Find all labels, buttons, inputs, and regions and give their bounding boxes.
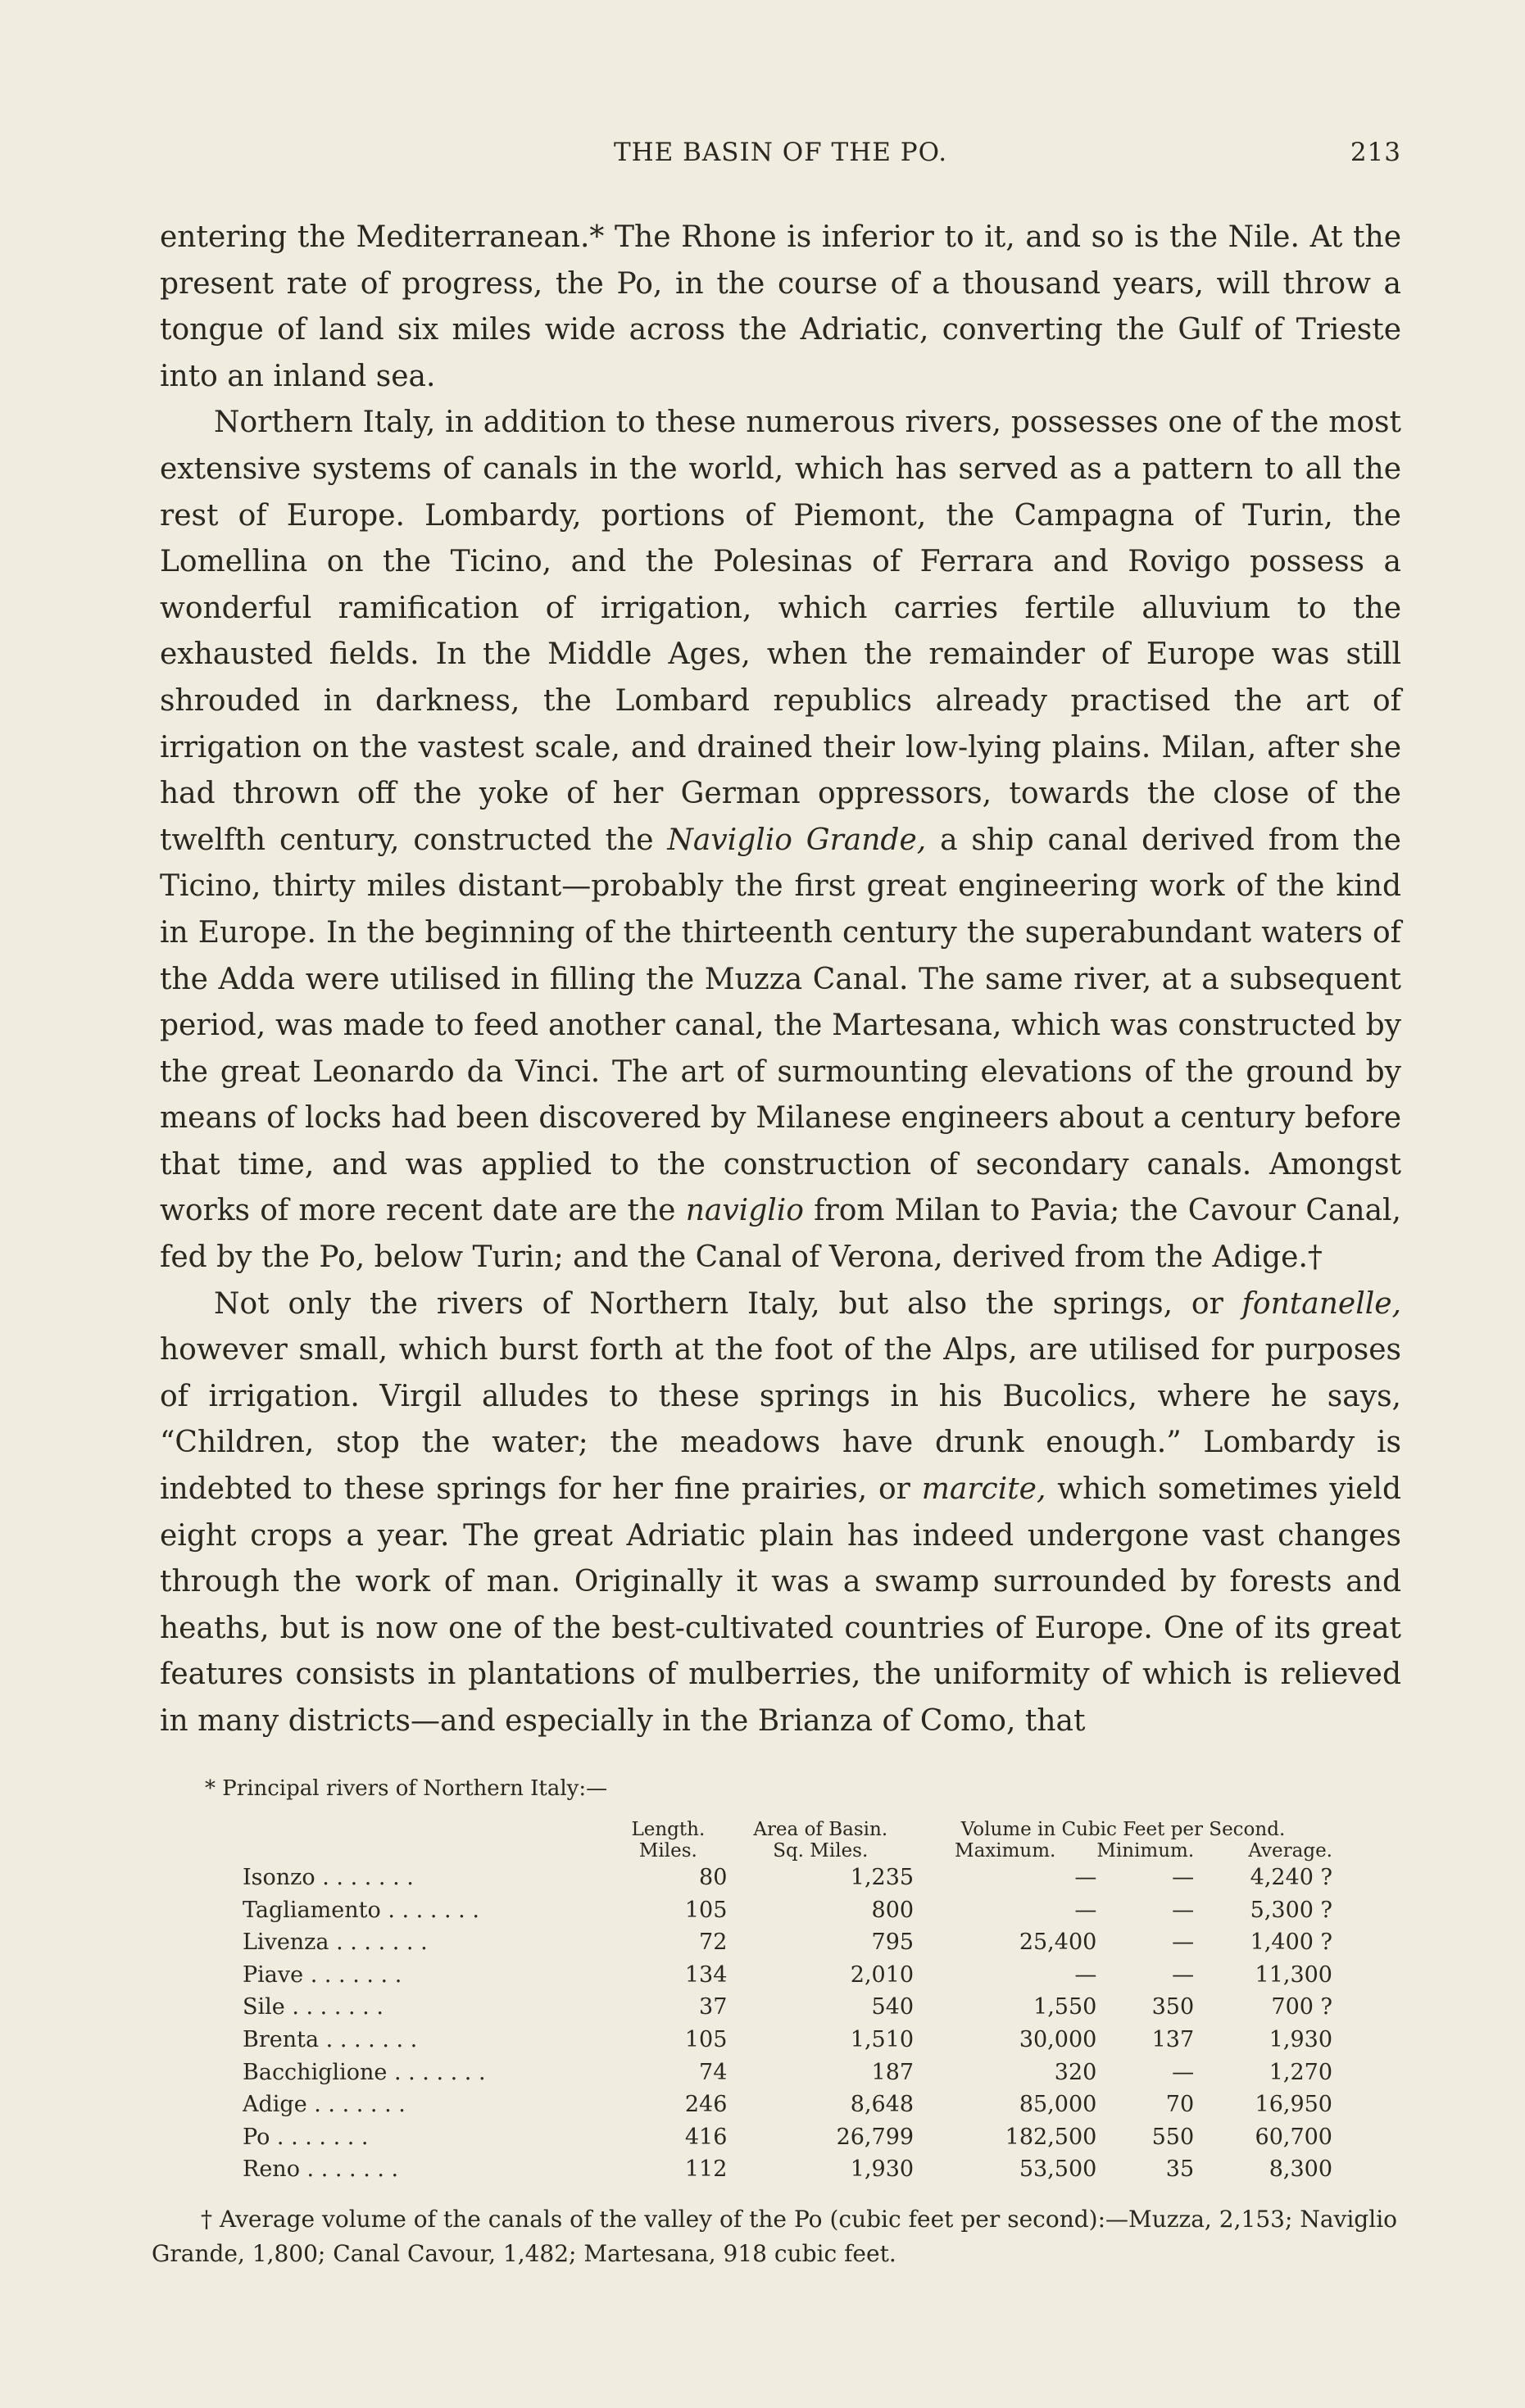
length-cell: 74 bbox=[699, 2059, 728, 2085]
avg-volume-cell: 5,300 ? bbox=[1250, 1897, 1332, 1923]
river-name: Tagliamento bbox=[243, 1897, 381, 1923]
dot-leader: . . . . . . . bbox=[270, 2124, 369, 2150]
table-row bbox=[243, 1862, 1332, 1894]
max-volume-cell: 320 bbox=[1054, 2059, 1097, 2085]
table-row bbox=[243, 1991, 1332, 2024]
river-name-cell bbox=[243, 2153, 609, 2186]
dot-leader: . . . . . . . bbox=[329, 1930, 428, 1956]
length-cell: 72 bbox=[699, 1930, 728, 1956]
table-header-row bbox=[243, 1819, 1332, 1840]
river-name-cell bbox=[243, 2024, 609, 2057]
area-cell: 1,510 bbox=[850, 2026, 915, 2052]
length-cell: 416 bbox=[684, 2124, 728, 2150]
volume-header: Volume in Cubic Feet per Second. bbox=[960, 1819, 1286, 1840]
min-volume-cell: 35 bbox=[1165, 2156, 1195, 2183]
text-run: which sometimes yield eight crops a year. The great Adriatic plain has indeed undergone vast changes through the work of man. Originally it was a swamp surrounded by forests and heaths, but is now one of the best-cultivated countries of Europe. One of its great features consists in plantations of mulberries, the uniformity of which is relieved in many districts—and especially in the Brianza of Como, that bbox=[160, 1472, 1401, 1738]
length-header-line1: Length. bbox=[631, 1819, 706, 1840]
length-cell: 112 bbox=[684, 2156, 728, 2183]
min-volume-cell: 70 bbox=[1165, 2092, 1195, 2118]
max-volume-cell: — bbox=[1074, 1865, 1097, 1890]
max-volume-cell: 1,550 bbox=[1033, 1994, 1097, 2020]
river-name-header bbox=[243, 1819, 609, 1862]
max-volume-cell: — bbox=[1074, 1897, 1097, 1923]
river-name-cell bbox=[243, 2121, 609, 2154]
footnote-table-title: * Principal rivers of Northern Italy:— bbox=[205, 1776, 608, 1801]
area-cell: 540 bbox=[871, 1994, 915, 2020]
river-name-cell bbox=[243, 1862, 609, 1894]
area-cell: 1,235 bbox=[850, 1865, 915, 1890]
min-volume-cell: — bbox=[1172, 1930, 1195, 1956]
river-name-cell bbox=[243, 1926, 609, 1959]
avg-volume-cell: 4,240 ? bbox=[1250, 1865, 1332, 1890]
river-name: Isonzo bbox=[243, 1865, 315, 1890]
area-header-line1: Area of Basin. bbox=[753, 1819, 888, 1840]
body-paragraph bbox=[160, 400, 1401, 1281]
rivers-table bbox=[243, 1819, 1332, 2186]
area-cell: 8,648 bbox=[850, 2092, 915, 2118]
italic-term: marcite, bbox=[921, 1472, 1046, 1507]
table-row bbox=[243, 2088, 1332, 2121]
average-header: Average. bbox=[1248, 1840, 1332, 1862]
area-cell: 26,799 bbox=[836, 2124, 915, 2150]
min-volume-cell: 137 bbox=[1151, 2026, 1195, 2052]
river-name: Reno bbox=[243, 2156, 300, 2183]
min-volume-cell: — bbox=[1172, 1865, 1195, 1890]
body-paragraph bbox=[160, 215, 1401, 400]
max-volume-cell: — bbox=[1074, 1961, 1097, 1988]
avg-volume-cell: 8,300 bbox=[1269, 2156, 1332, 2183]
text-run: entering the Mediterranean.* The Rhone is inferior to it, and so is the Nile. At the present rate of progress, the Po, in the course of a thousand years, will throw a tongue of land six miles wide across the Adriatic, converting the Gulf of Trieste into an inland sea. bbox=[160, 220, 1401, 393]
length-cell: 246 bbox=[684, 2092, 728, 2118]
area-cell: 1,930 bbox=[850, 2156, 915, 2183]
text-run: Northern Italy, in addition to these numerous rivers, possesses one of the most extensive systems of canals in the world, which has served as a pattern to all the rest of Europe. Lombardy, portions of Piemont, the Campagna of Turin, the Lomellina on the Ticino, and the Polesinas of Ferrara and Rovigo possess a wonderful ramification of irrigation, which carries fertile alluvium to the exhausted fields. In the Middle Ages, when the remainder of Europe was still shrouded in darkness, the Lombard republics already practised the art of irrigation on the vastest scale, and drained their low-lying plains. Milan, after she had thrown off the yoke of her German oppressors, towards the close of the twelfth century, constructed the bbox=[160, 406, 1401, 857]
river-name-cell bbox=[243, 2088, 609, 2121]
length-cell: 37 bbox=[699, 1994, 728, 2020]
max-volume-cell: 182,500 bbox=[1005, 2124, 1097, 2150]
dot-leader: . . . . . . . bbox=[319, 2026, 418, 2052]
dot-leader: . . . . . . . bbox=[299, 2156, 399, 2183]
dot-leader: . . . . . . . bbox=[284, 1994, 384, 2020]
table-row bbox=[243, 1959, 1332, 1992]
river-name: Bacchiglione bbox=[243, 2059, 388, 2085]
river-name: Brenta bbox=[243, 2026, 320, 2052]
text-run: Not only the rivers of Northern Italy, but also the springs, or bbox=[214, 1286, 1242, 1321]
footnote-canals bbox=[152, 2202, 1397, 2271]
dot-leader: . . . . . . . bbox=[306, 2092, 406, 2118]
area-cell: 2,010 bbox=[850, 1961, 915, 1988]
length-cell: 80 bbox=[699, 1865, 728, 1890]
length-header-line2: Miles. bbox=[638, 1840, 697, 1862]
area-cell: 795 bbox=[871, 1930, 915, 1956]
area-header-line2: Sq. Miles. bbox=[773, 1840, 869, 1862]
min-volume-cell: — bbox=[1172, 1961, 1195, 1988]
table-row bbox=[243, 2024, 1332, 2057]
table-row bbox=[243, 1894, 1332, 1927]
avg-volume-cell: 1,270 bbox=[1269, 2059, 1332, 2085]
min-volume-cell: — bbox=[1172, 1897, 1195, 1923]
page-number: 213 bbox=[1350, 138, 1401, 167]
italic-term: fontanelle, bbox=[1241, 1286, 1401, 1321]
river-name-cell bbox=[243, 1894, 609, 1927]
avg-volume-cell: 11,300 bbox=[1255, 1961, 1332, 1988]
avg-volume-cell: 60,700 bbox=[1255, 2124, 1332, 2150]
italic-term: Naviglio Grande, bbox=[667, 823, 927, 857]
min-volume-cell: 550 bbox=[1151, 2124, 1195, 2150]
river-name: Po bbox=[243, 2124, 270, 2150]
rivers-table-body bbox=[243, 1862, 1332, 2186]
text-run: however small, which burst forth at the foot of the Alps, are utilised for purposes of irrigation. Virgil alludes to these springs in his Bucolics, where he says, “Children, stop the water; the meadows have drunk enough.” Lombardy is indebted to these springs for her fine prairies, or bbox=[160, 1333, 1401, 1507]
table-row bbox=[243, 2057, 1332, 2089]
text-run: from Milan to Pavia; the Cavour Canal, fed by the Po, below Turin; and the Canal of Verona, derived from the Adige.† bbox=[160, 1194, 1401, 1275]
running-head bbox=[160, 138, 1401, 179]
body-paragraph bbox=[160, 1281, 1401, 1745]
italic-term: naviglio bbox=[685, 1194, 804, 1228]
dot-leader: . . . . . . . bbox=[380, 1897, 479, 1923]
min-volume-cell: — bbox=[1172, 2059, 1195, 2085]
max-volume-cell: 53,500 bbox=[1019, 2156, 1097, 2183]
length-cell: 105 bbox=[684, 1897, 728, 1923]
avg-volume-cell: 700 ? bbox=[1271, 1994, 1332, 2020]
minimum-header: Minimum. bbox=[1096, 1840, 1195, 1862]
body-text bbox=[160, 215, 1401, 1745]
length-header bbox=[609, 1819, 727, 1862]
river-name: Sile bbox=[243, 1994, 285, 2020]
dot-leader: . . . . . . . bbox=[315, 1865, 414, 1890]
maximum-header: Maximum. bbox=[955, 1840, 1056, 1862]
avg-volume-cell: 1,930 bbox=[1269, 2026, 1332, 2052]
length-cell: 105 bbox=[684, 2026, 728, 2052]
max-volume-cell: 25,400 bbox=[1019, 1930, 1097, 1956]
length-cell: 134 bbox=[684, 1961, 728, 1988]
river-name: Piave bbox=[243, 1961, 304, 1988]
table-row bbox=[243, 2153, 1332, 2186]
river-name-cell bbox=[243, 1991, 609, 2024]
table-row bbox=[243, 2121, 1332, 2154]
max-volume-cell: 30,000 bbox=[1019, 2026, 1097, 2052]
area-header bbox=[727, 1819, 914, 1862]
river-name: Livenza bbox=[243, 1930, 329, 1956]
table-row bbox=[243, 1926, 1332, 1959]
dot-leader: . . . . . . . bbox=[303, 1961, 402, 1988]
running-title: THE BASIN OF THE PO. bbox=[613, 138, 948, 167]
dot-leader: . . . . . . . bbox=[387, 2059, 486, 2085]
river-name-cell bbox=[243, 1959, 609, 1992]
text-run: a ship canal derived from the Ticino, thirty miles distant—probably the first great engineering work of the kind in Europe. In the beginning of the thirteenth century the superabundant waters of the Adda were utilised in filling the Muzza Canal. The same river, at a subsequent period, was made to feed another canal, the Martesana, which was constructed by the great Leonardo da Vinci. The art of surmounting elevations of the ground by means of locks had been discovered by Milanese engineers about a century before that time, and was applied to the construction of secondary canals. Amongst works of more recent date are the bbox=[160, 823, 1401, 1228]
avg-volume-cell: 1,400 ? bbox=[1250, 1930, 1332, 1956]
river-name-cell bbox=[243, 2057, 609, 2089]
area-cell: 800 bbox=[871, 1897, 915, 1923]
avg-volume-cell: 16,950 bbox=[1255, 2092, 1332, 2118]
area-cell: 187 bbox=[871, 2059, 915, 2085]
river-name: Adige bbox=[243, 2092, 307, 2118]
footnote-canals-text: † Average volume of the canals of the valley of the Po (cubic feet per second):—Muzza, 2,153; Naviglio Grande, 1,800; Canal Cavour, 1,482; Martesana, 918 cubic feet. bbox=[152, 2206, 1397, 2267]
min-volume-cell: 350 bbox=[1151, 1994, 1195, 2020]
max-volume-cell: 85,000 bbox=[1019, 2092, 1097, 2118]
